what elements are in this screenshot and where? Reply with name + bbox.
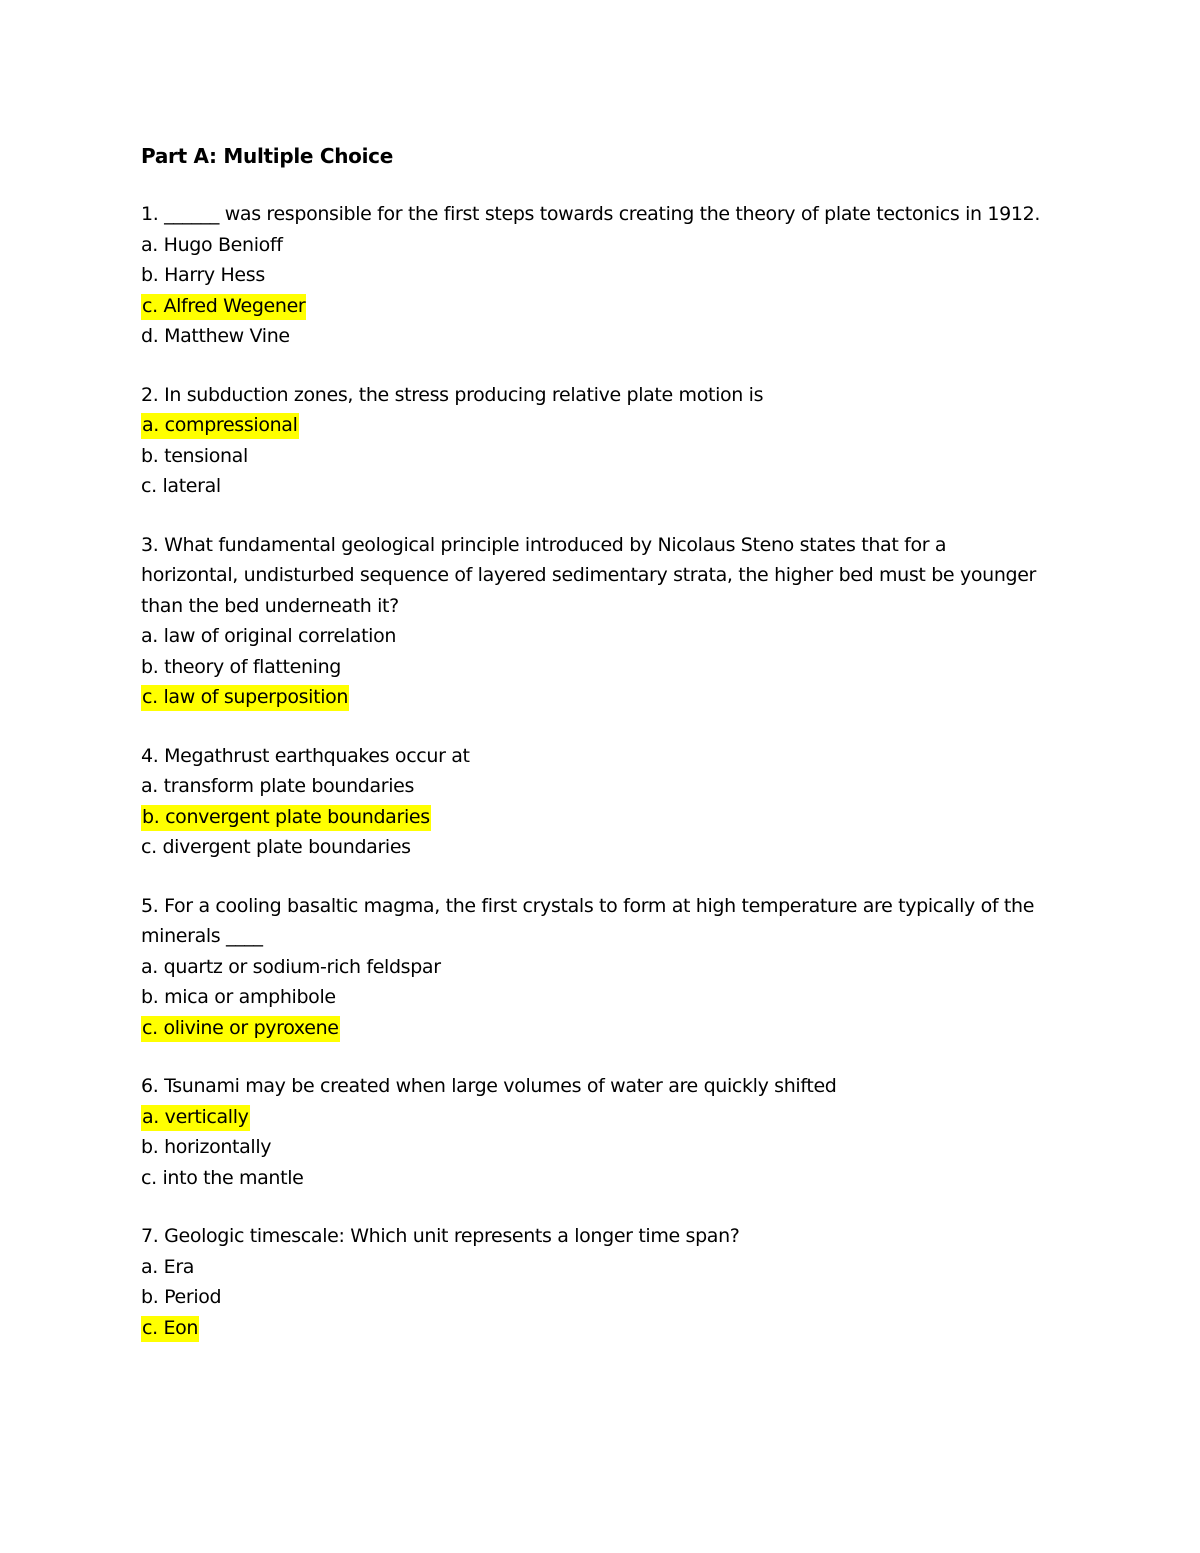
section-heading: Part A: Multiple Choice (141, 144, 393, 168)
answer-option-highlighted (141, 682, 1041, 713)
answer-option-text: b. convergent plate boundaries (141, 805, 431, 831)
question-list (141, 199, 1041, 1343)
answer-option-text: a. Era (141, 1255, 195, 1278)
answer-option (141, 321, 1041, 352)
answer-option (141, 230, 1041, 261)
answer-option-text: d. Matthew Vine (141, 325, 290, 347)
question-2 (141, 380, 1041, 502)
question-stem: 1. ______ was responsible for the first steps towards creating the theory of plate tectonics in 1912. (141, 203, 1041, 225)
answer-option-text: c. divergent plate boundaries (141, 836, 411, 858)
answer-option-text: c. lateral (141, 475, 221, 497)
question-stem: 6. Tsunami may be created when large volumes of water are quickly shifted (141, 1075, 837, 1097)
question-4 (141, 741, 1041, 863)
answer-option (141, 441, 1041, 472)
answer-option (141, 1132, 1041, 1163)
answer-option-text: a. compressional (141, 413, 299, 439)
answer-option-text: b. mica or amphibole (141, 986, 336, 1008)
answer-option-text: a. transform plate boundaries (141, 775, 415, 797)
question-stem: 2. In subduction zones, the stress producing relative plate motion is (141, 383, 764, 406)
document-page (141, 141, 1041, 1371)
question-6 (141, 1071, 1041, 1193)
answer-option-highlighted (141, 291, 1041, 322)
answer-option-highlighted (141, 1102, 1041, 1133)
answer-option-text: a. law of original correlation (141, 625, 397, 647)
question-1 (141, 199, 1041, 352)
answer-option (141, 832, 1041, 863)
answer-option-text: b. horizontally (141, 1136, 272, 1158)
question-stem: 3. What fundamental geological principle introduced by Nicolaus Steno states that for a horizontal, undisturbed sequence of layered sedimentary strata, the higher bed must be younger than the bed underneath it? (141, 533, 1037, 617)
answer-option (141, 1163, 1041, 1194)
answer-option (141, 260, 1041, 291)
answer-option-text: a. vertically (141, 1105, 250, 1131)
question-stem: 7. Geologic timescale: Which unit represents a longer time span? (141, 1225, 740, 1247)
answer-option-highlighted (141, 1313, 1041, 1344)
answer-option (141, 1252, 1041, 1283)
answer-option (141, 471, 1041, 502)
answer-option (141, 771, 1041, 802)
answer-option (141, 621, 1041, 652)
answer-option (141, 982, 1041, 1013)
answer-option-text: c. olivine or pyroxene (141, 1016, 340, 1042)
answer-option-text: a. quartz or sodium-rich feldspar (141, 955, 441, 978)
answer-option-highlighted (141, 1013, 1041, 1044)
question-stem: 5. For a cooling basaltic magma, the first crystals to form at high temperature are typically of the minerals ____ (141, 894, 1035, 947)
question-5 (141, 891, 1041, 1044)
answer-option-text: b. tensional (141, 444, 248, 467)
answer-option (141, 652, 1041, 683)
answer-option-text: a. Hugo Benioff (141, 233, 283, 256)
answer-option-text: b. Harry Hess (141, 264, 265, 286)
question-stem: 4. Megathrust earthquakes occur at (141, 744, 470, 767)
question-3 (141, 530, 1041, 713)
answer-option-text: c. law of superposition (141, 685, 349, 711)
answer-option-highlighted (141, 410, 1041, 441)
answer-option-text: b. theory of flattening (141, 655, 341, 678)
question-7 (141, 1221, 1041, 1343)
answer-option-text: b. Period (141, 1286, 222, 1308)
answer-option (141, 1282, 1041, 1313)
answer-option-text: c. into the mantle (141, 1166, 304, 1189)
answer-option-text: c. Alfred Wegener (141, 294, 306, 320)
answer-option-text: c. Eon (141, 1316, 199, 1342)
answer-option-highlighted (141, 802, 1041, 833)
answer-option (141, 952, 1041, 983)
